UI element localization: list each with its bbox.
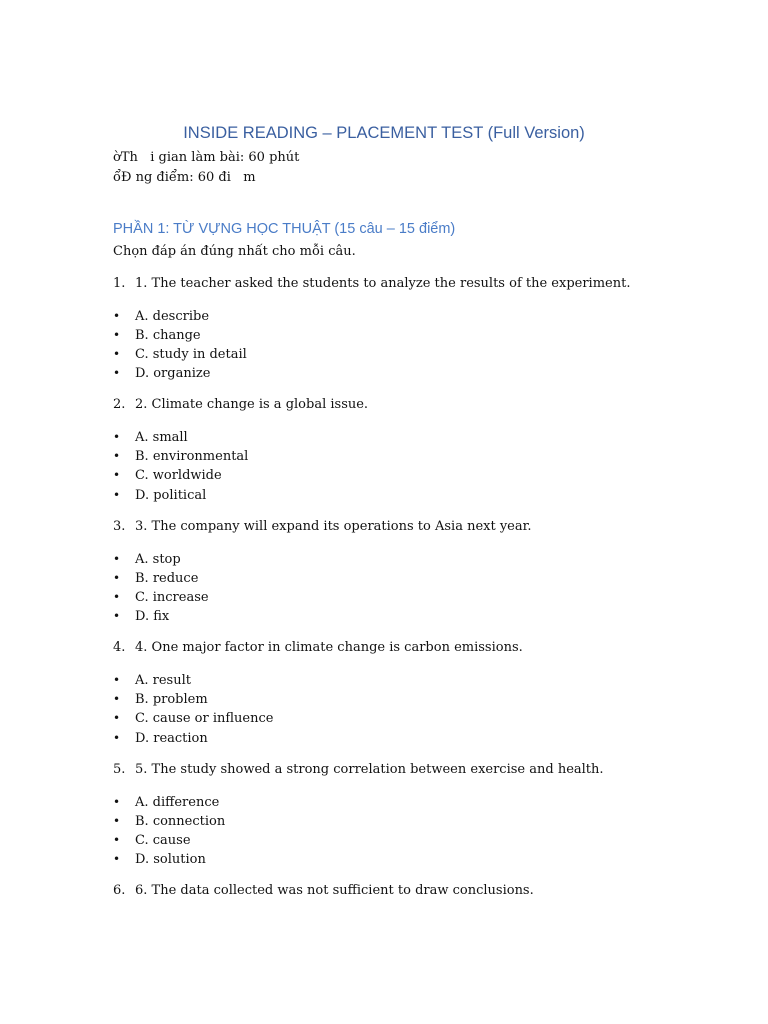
answer-option [113, 569, 198, 588]
option-text: A. stop [135, 552, 181, 567]
answer-option [113, 588, 209, 607]
question-item [113, 882, 534, 900]
answer-option [113, 486, 206, 505]
option-text: B. problem [135, 692, 208, 707]
bullet-icon: • [113, 468, 121, 482]
question-text: 4. One major factor in climate change is carbon emissions. [135, 640, 523, 655]
answer-option [113, 326, 201, 345]
question-number: 6. [113, 883, 126, 898]
option-text: A. difference [135, 795, 220, 810]
bullet-icon: • [113, 552, 121, 566]
option-text: B. reduce [135, 571, 199, 586]
bullet-icon: • [113, 692, 121, 706]
question-item [113, 275, 630, 293]
bullet-icon: • [113, 833, 121, 847]
answer-option [113, 364, 210, 383]
question-number: 1. [113, 276, 126, 291]
answer-option [113, 850, 206, 869]
bullet-icon: • [113, 347, 121, 361]
option-text: C. cause or influence [135, 711, 274, 726]
bullet-icon: • [113, 609, 121, 623]
option-text: C. worldwide [135, 468, 222, 483]
question-item [113, 396, 368, 414]
question-item [113, 518, 532, 536]
answer-option [113, 690, 208, 709]
answer-option [113, 831, 191, 850]
question-item [113, 639, 523, 657]
question-number: 5. [113, 762, 126, 777]
bullet-icon: • [113, 328, 121, 342]
option-text: D. reaction [135, 731, 208, 746]
time-limit-line: ờTh i gian làm bài: 60 phút [113, 150, 300, 165]
option-text: D. political [135, 488, 207, 503]
option-text: D. organize [135, 366, 211, 381]
question-number: 2. [113, 397, 126, 412]
answer-option [113, 671, 191, 690]
answer-option [113, 345, 247, 364]
total-score-line: ổĐ ng điểm: 60 đi m [113, 170, 256, 185]
answer-option [113, 428, 188, 447]
bullet-icon: • [113, 449, 121, 463]
document-title: INSIDE READING – PLACEMENT TEST (Full Version) [183, 124, 585, 142]
option-text: A. result [135, 673, 191, 688]
bullet-icon: • [113, 590, 121, 604]
option-text: D. solution [135, 852, 206, 867]
option-text: B. connection [135, 814, 226, 829]
bullet-icon: • [113, 814, 121, 828]
answer-option [113, 729, 208, 748]
option-text: B. environmental [135, 449, 249, 464]
bullet-icon: • [113, 711, 121, 725]
section-instruction: Chọn đáp án đúng nhất cho mỗi câu. [113, 244, 356, 259]
answer-option [113, 793, 219, 812]
answer-option [113, 812, 225, 831]
bullet-icon: • [113, 309, 121, 323]
answer-option [113, 466, 222, 485]
bullet-icon: • [113, 430, 121, 444]
question-text: 6. The data collected was not sufficient to draw conclusions. [135, 883, 534, 898]
bullet-icon: • [113, 488, 121, 502]
question-number: 3. [113, 519, 126, 534]
section-heading: PHẦN 1: TỪ VỰNG HỌC THUẬT (15 câu – 15 điểm) [113, 221, 456, 237]
question-number: 4. [113, 640, 126, 655]
question-text: 2. Climate change is a global issue. [135, 397, 369, 412]
bullet-icon: • [113, 366, 121, 380]
question-text: 1. The teacher asked the students to analyze the results of the experiment. [135, 276, 631, 291]
option-text: C. cause [135, 833, 191, 848]
option-text: A. small [135, 430, 188, 445]
answer-option [113, 307, 209, 326]
question-item [113, 761, 604, 779]
option-text: A. describe [135, 309, 210, 324]
question-text: 3. The company will expand its operations to Asia next year. [135, 519, 532, 534]
answer-option [113, 550, 181, 569]
option-text: C. increase [135, 590, 209, 605]
answer-option [113, 709, 273, 728]
question-text: 5. The study showed a strong correlation between exercise and health. [135, 762, 604, 777]
bullet-icon: • [113, 795, 121, 809]
bullet-icon: • [113, 731, 121, 745]
answer-option [113, 607, 169, 626]
bullet-icon: • [113, 852, 121, 866]
option-text: B. change [135, 328, 201, 343]
option-text: C. study in detail [135, 347, 247, 362]
answer-option [113, 447, 248, 466]
bullet-icon: • [113, 571, 121, 585]
option-text: D. fix [135, 609, 170, 624]
bullet-icon: • [113, 673, 121, 687]
